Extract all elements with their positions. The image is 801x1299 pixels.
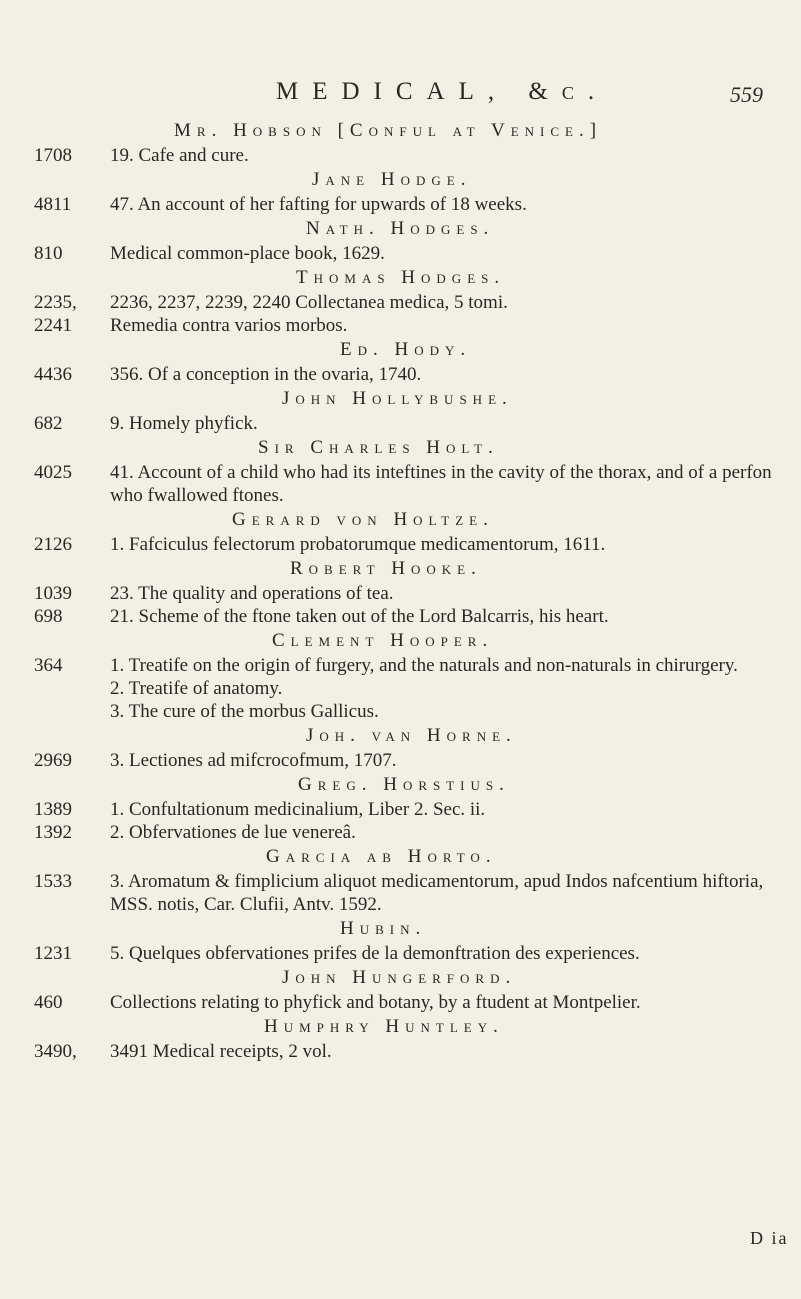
author-heading: Greg. Horstius. (298, 774, 510, 795)
shelf-number: 698 (34, 606, 63, 627)
catalogue-item (0, 291, 801, 314)
catalogue-item (0, 870, 801, 916)
catalogue-item (0, 242, 801, 265)
author-heading: Ed. Hody. (340, 339, 472, 360)
item-title: 2236, 2237, 2239, 2240 Collectanea medica, 5 tomi. (110, 292, 508, 313)
item-title: 9. Homely phyfick. (110, 413, 258, 434)
item-title: 19. Cafe and cure. (110, 145, 249, 166)
catalogue-item (0, 677, 801, 700)
shelf-number: 4811 (34, 194, 72, 215)
author-heading: Joh. van Horne. (306, 725, 517, 746)
author-heading: Sir Charles Holt. (258, 437, 499, 458)
item-title: 2. Treatife of anatomy. (110, 678, 283, 699)
shelf-number: 460 (34, 992, 63, 1013)
author-entry (0, 265, 801, 337)
author-entry (0, 386, 801, 435)
author-heading: John Hungerford. (282, 967, 517, 988)
item-title: Collections relating to phyfick and botany, by a ftudent at Montpelier. (110, 992, 641, 1013)
catalogue-item (0, 533, 801, 556)
author-heading: Robert Hooke. (290, 558, 482, 579)
item-title: 1. Confultationum medicinalium, Liber 2. Sec. ii. (110, 799, 486, 820)
catalogue-item (0, 700, 801, 723)
item-title: 3. Aromatum & fimplicium aliquot medicamentorum, apud Indos nafcentium hiftoria, MSS. notis, Car. Clufii, Antv. 1592. (110, 871, 764, 915)
author-entry (0, 507, 801, 556)
shelf-number: 1708 (34, 145, 72, 166)
shelf-number: 1231 (34, 943, 72, 964)
item-title: Medical common-place book, 1629. (110, 243, 385, 264)
author-entry (0, 167, 801, 216)
shelf-number: 1039 (34, 583, 72, 604)
author-heading: Clement Hooper. (272, 630, 494, 651)
item-title: 23. The quality and operations of tea. (110, 583, 394, 604)
author-entry (0, 965, 801, 1014)
shelf-number: 2235, (34, 292, 77, 313)
author-heading: Mr. Hobson [Conful at Venice.] (174, 120, 603, 141)
shelf-number: 4025 (34, 462, 72, 483)
shelf-number: 364 (34, 655, 63, 676)
catalogue-item (0, 412, 801, 435)
author-heading: John Hollybushe. (282, 388, 513, 409)
author-entry (0, 916, 801, 965)
author-entry (0, 1014, 801, 1063)
shelf-number: 3490, (34, 1041, 77, 1062)
catalogue-item (0, 582, 801, 605)
catalogue-entries (0, 118, 801, 1063)
shelf-number: 2969 (34, 750, 72, 771)
author-entry (0, 772, 801, 844)
author-heading: Gerard von Holtze. (232, 509, 494, 530)
item-title: Remedia contra varios morbos. (110, 315, 348, 336)
author-entry (0, 118, 801, 167)
shelf-number: 2126 (34, 534, 72, 555)
author-heading: Jane Hodge. (312, 169, 472, 190)
item-title: 5. Quelques obfervationes prifes de la demonftration des experiences. (110, 943, 640, 964)
author-entry (0, 556, 801, 628)
shelf-number: 1533 (34, 871, 72, 892)
shelf-number: 1389 (34, 799, 72, 820)
running-head: MEDICAL, &c. (276, 78, 609, 105)
author-entry (0, 844, 801, 916)
item-title: 21. Scheme of the ftone taken out of the Lord Balcarris, his heart. (110, 606, 609, 627)
catalogue-item (0, 193, 801, 216)
author-entry (0, 216, 801, 265)
shelf-number: 810 (34, 243, 63, 264)
author-heading: Nath. Hodges. (306, 218, 495, 239)
author-heading: Garcia ab Horto. (266, 846, 497, 867)
author-heading: Hubin. (340, 918, 427, 939)
item-title: 356. Of a conception in the ovaria, 1740. (110, 364, 422, 385)
item-title: 3491 Medical receipts, 2 vol. (110, 1041, 332, 1062)
author-entry (0, 628, 801, 723)
catalogue-item (0, 991, 801, 1014)
author-entry (0, 723, 801, 772)
catchword: D ia (750, 1228, 789, 1248)
shelf-number: 4436 (34, 364, 72, 385)
catalogue-item (0, 749, 801, 772)
shelf-number: 682 (34, 413, 63, 434)
catalogue-item (0, 314, 801, 337)
item-title: 47. An account of her fafting for upwards of 18 weeks. (110, 194, 527, 215)
page-number: 559 (730, 82, 763, 107)
catalogue-item (0, 798, 801, 821)
item-title: 1. Treatife on the origin of furgery, and the naturals and non-naturals in chirurgery. (110, 655, 738, 676)
catalogue-item (0, 654, 801, 677)
catalogue-item (0, 144, 801, 167)
shelf-number: 2241 (34, 315, 72, 336)
author-heading: Thomas Hodges. (296, 267, 506, 288)
author-entry (0, 435, 801, 507)
shelf-number: 1392 (34, 822, 72, 843)
item-title: 3. The cure of the morbus Gallicus. (110, 701, 379, 722)
catalogue-item (0, 605, 801, 628)
item-title: 1. Fafciculus felectorum probatorumque medicamentorum, 1611. (110, 534, 606, 555)
item-title: 2. Obfervationes de lue venereâ. (110, 822, 356, 843)
item-title: 3. Lectiones ad mifcrocofmum, 1707. (110, 750, 397, 771)
catalogue-item (0, 1040, 801, 1063)
catalogue-item (0, 821, 801, 844)
catalogue-item (0, 942, 801, 965)
author-entry (0, 337, 801, 386)
item-title: 41. Account of a child who had its inteftines in the cavity of the thorax, and of a perfon who fwallowed ftones. (110, 462, 772, 506)
author-heading: Humphry Huntley. (264, 1016, 504, 1037)
page-header (0, 78, 801, 118)
catalogue-item (0, 461, 801, 507)
catalogue-item (0, 363, 801, 386)
